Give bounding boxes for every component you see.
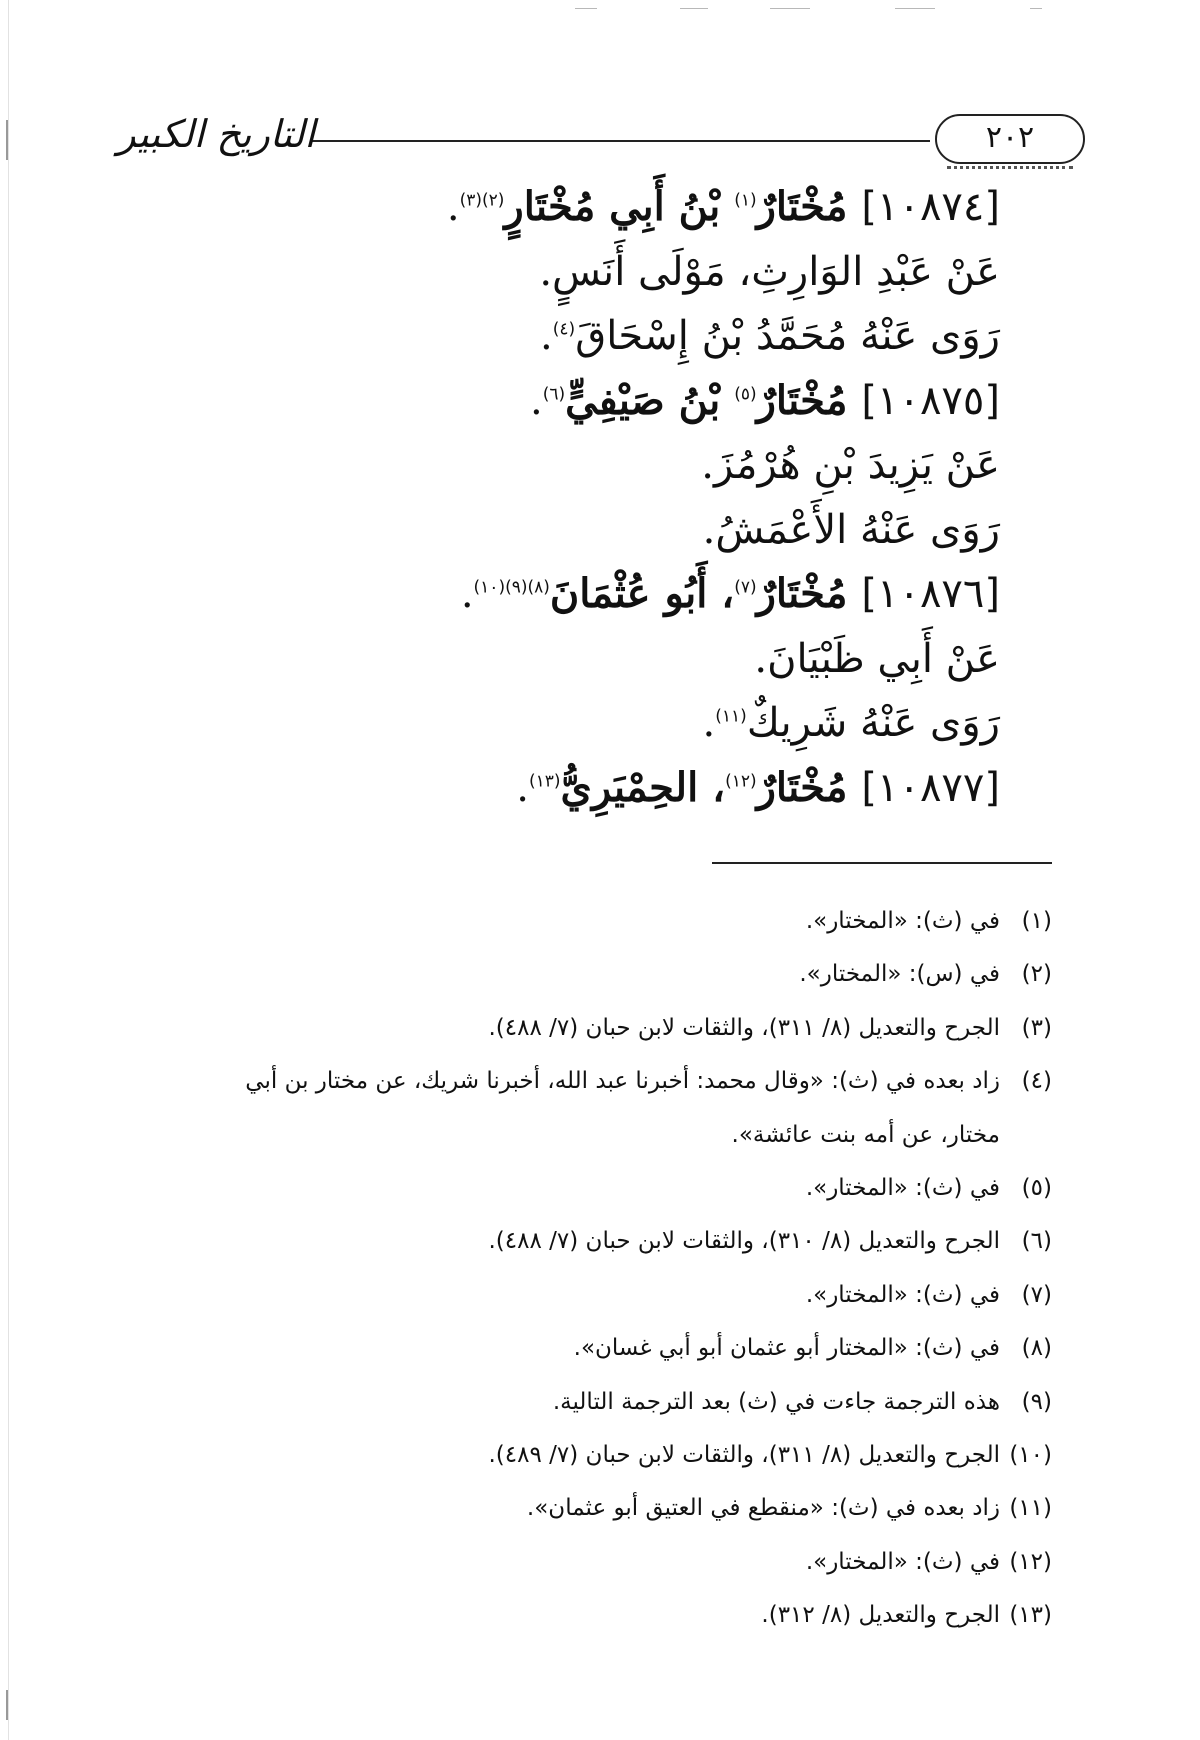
- entry-name: ، أَبُو عُثْمَانَ: [549, 570, 735, 617]
- entry-line: [200, 562, 1000, 627]
- entry-line: [200, 304, 1000, 369]
- footnote-text: في (ث): «المختار».: [805, 1281, 1000, 1308]
- footnote-number: (١٠): [1009, 1442, 1052, 1469]
- footnote-text: في (ث): «المختار أبو عثمان أبو أبي غسان».: [573, 1335, 1000, 1362]
- page-number: ٢٠٢: [935, 114, 1085, 164]
- footnote: [212, 1162, 1052, 1215]
- footnote-text: زاد بعده في (ث): «وقال محمد: أخبرنا عبد الله، أخبرنا شريك، عن مختار بن أبي مختار، عن أمه بنت عائشة».: [245, 1068, 1000, 1148]
- footnote-marker[interactable]: (١٢): [725, 771, 757, 792]
- entry-name: ، الحِمْيَرِيُّ: [560, 763, 726, 811]
- entry-line: [200, 240, 1000, 305]
- entry-number: [١٠٨٧٦]: [861, 571, 1000, 617]
- running-header: [95, 108, 1095, 168]
- entry-name: بْنُ صَيْفِيٍّ: [565, 376, 735, 424]
- footnote-text: الجرح والتعديل (٨/ ٣١٠)، والثقات لابن حبان (٧/ ٤٨٨).: [488, 1228, 1000, 1255]
- entries-body: [200, 175, 1000, 820]
- entry-name: مُخْتَارٌ: [756, 183, 862, 230]
- footnote: [212, 1429, 1052, 1482]
- entry-number: [١٠٨٧٤]: [861, 184, 1000, 230]
- footnote-number: (٢): [1021, 961, 1052, 988]
- header-rule: [310, 140, 930, 142]
- entry-line: [200, 433, 1000, 498]
- footnote-text: الجرح والتعديل (٨/ ٣١١)، والثقات لابن حبان (٧/ ٤٨٩).: [488, 1442, 1000, 1469]
- footnote-text: في (ث): «المختار».: [805, 1175, 1000, 1202]
- footnote-marker[interactable]: (١): [734, 190, 757, 211]
- entry-text: عَنْ أَبِي ظَبْيَانَ.: [754, 635, 1000, 682]
- footnote: [212, 1002, 1052, 1055]
- footnote: [212, 948, 1052, 1001]
- footnote-marker[interactable]: (٨)(٩)(١٠): [473, 577, 550, 598]
- entry-text: .: [530, 377, 543, 424]
- scan-artifact-line: [1030, 8, 1042, 9]
- entry-number: [١٠٨٧٧]: [861, 764, 1000, 811]
- scan-page-edge: [8, 0, 9, 1740]
- footnote-text: الجرح والتعديل (٨/ ٣١١)، والثقات لابن حبان (٧/ ٤٨٨).: [488, 1014, 1000, 1041]
- footnote-number: (١٢): [1009, 1548, 1052, 1575]
- footnote-number: (٧): [1021, 1281, 1052, 1308]
- entry-name: مُخْتَارٌ: [756, 376, 862, 424]
- entry-text: .: [540, 313, 553, 359]
- footnote-separator: [712, 862, 1052, 864]
- entry-text: رَوَى عَنْهُ مُحَمَّدُ بْنُ إِسْحَاقَ: [575, 313, 1000, 359]
- footnote-text: في (ث): «المختار».: [805, 908, 1000, 934]
- footnote-number: (٩): [1021, 1388, 1052, 1415]
- footnote: [212, 1215, 1052, 1268]
- scan-artifact-line: [680, 8, 708, 9]
- entry-line: [200, 498, 1000, 563]
- footnote: [212, 1055, 1052, 1162]
- entry-number: [١٠٨٧٥]: [861, 377, 1000, 424]
- footnote-text: في (ث): «المختار».: [805, 1548, 1000, 1575]
- entry-text: رَوَى عَنْهُ الأَعْمَشُ.: [702, 506, 1000, 553]
- scan-artifact-mark: [6, 1690, 8, 1720]
- footnote-number: (٦): [1021, 1228, 1052, 1255]
- footnote-number: (١٣): [1009, 1602, 1052, 1629]
- footnote-marker[interactable]: (٤): [552, 319, 576, 340]
- entry-name: مُخْتَارٌ: [756, 570, 862, 617]
- footnote-marker[interactable]: (٥): [734, 384, 757, 405]
- entry-text: .: [516, 764, 529, 811]
- footnote-marker[interactable]: (١٣): [528, 771, 561, 792]
- footnote-text: الجرح والتعديل (٨/ ٣١٢).: [761, 1602, 1000, 1629]
- entry-text: عَنْ يَزِيدَ بْنِ هُرْمُزَ.: [701, 442, 1000, 488]
- book-title: التاريخ الكبير: [117, 112, 315, 156]
- footnote-number: (١١): [1009, 1495, 1052, 1522]
- entry-line: [200, 691, 1000, 756]
- footnote-marker[interactable]: (٢)(٣): [459, 190, 505, 211]
- scan-artifact-line: [895, 8, 935, 9]
- entry-name: مُخْتَارٌ: [756, 763, 862, 811]
- footnote: [212, 1269, 1052, 1322]
- footnote-number: (٨): [1021, 1335, 1052, 1362]
- entry-line: [200, 175, 1000, 240]
- footnote-marker[interactable]: (٧): [734, 577, 757, 598]
- footnote-text: هذه الترجمة جاءت في (ث) بعد الترجمة التالية.: [552, 1388, 1000, 1415]
- footnote-number: (٥): [1021, 1175, 1052, 1202]
- footnote-number: (٣): [1021, 1014, 1052, 1041]
- scan-artifact-line: [575, 8, 597, 9]
- scan-artifact-line: [770, 8, 810, 9]
- footnote-number: (٤): [1021, 1068, 1052, 1095]
- footnote: [212, 895, 1052, 948]
- footnote-text: زاد بعده في (ث): «منقطع في العتيق أبو عثمان».: [526, 1495, 1000, 1522]
- entry-line: [200, 627, 1000, 692]
- footnote: [212, 1536, 1052, 1589]
- entry-text: .: [460, 571, 474, 617]
- entry-text: عَنْ عَبْدِ الوَارِثِ، مَوْلَى أَنَسٍ.: [539, 248, 1000, 295]
- entry-text: رَوَى عَنْهُ شَرِيكٌ: [746, 700, 1000, 746]
- footnotes: [212, 895, 1052, 1643]
- footnote-number: (١): [1021, 908, 1052, 934]
- entry-line: [200, 756, 1000, 821]
- footnote: [212, 1376, 1052, 1429]
- entry-name: بْنُ أَبِي مُخْتَارٍ: [504, 183, 735, 230]
- entry-line: [200, 369, 1000, 434]
- footnote-marker[interactable]: (٦): [542, 384, 566, 405]
- footnote: [212, 1322, 1052, 1375]
- entry-text: .: [446, 184, 460, 230]
- scan-artifact-mark: [6, 120, 8, 160]
- footnote-text: في (س): «المختار».: [799, 961, 1000, 988]
- entry-text: .: [702, 700, 716, 746]
- footnote: [212, 1482, 1052, 1535]
- footnote-marker[interactable]: (١١): [715, 706, 747, 727]
- footnote: [212, 1589, 1052, 1642]
